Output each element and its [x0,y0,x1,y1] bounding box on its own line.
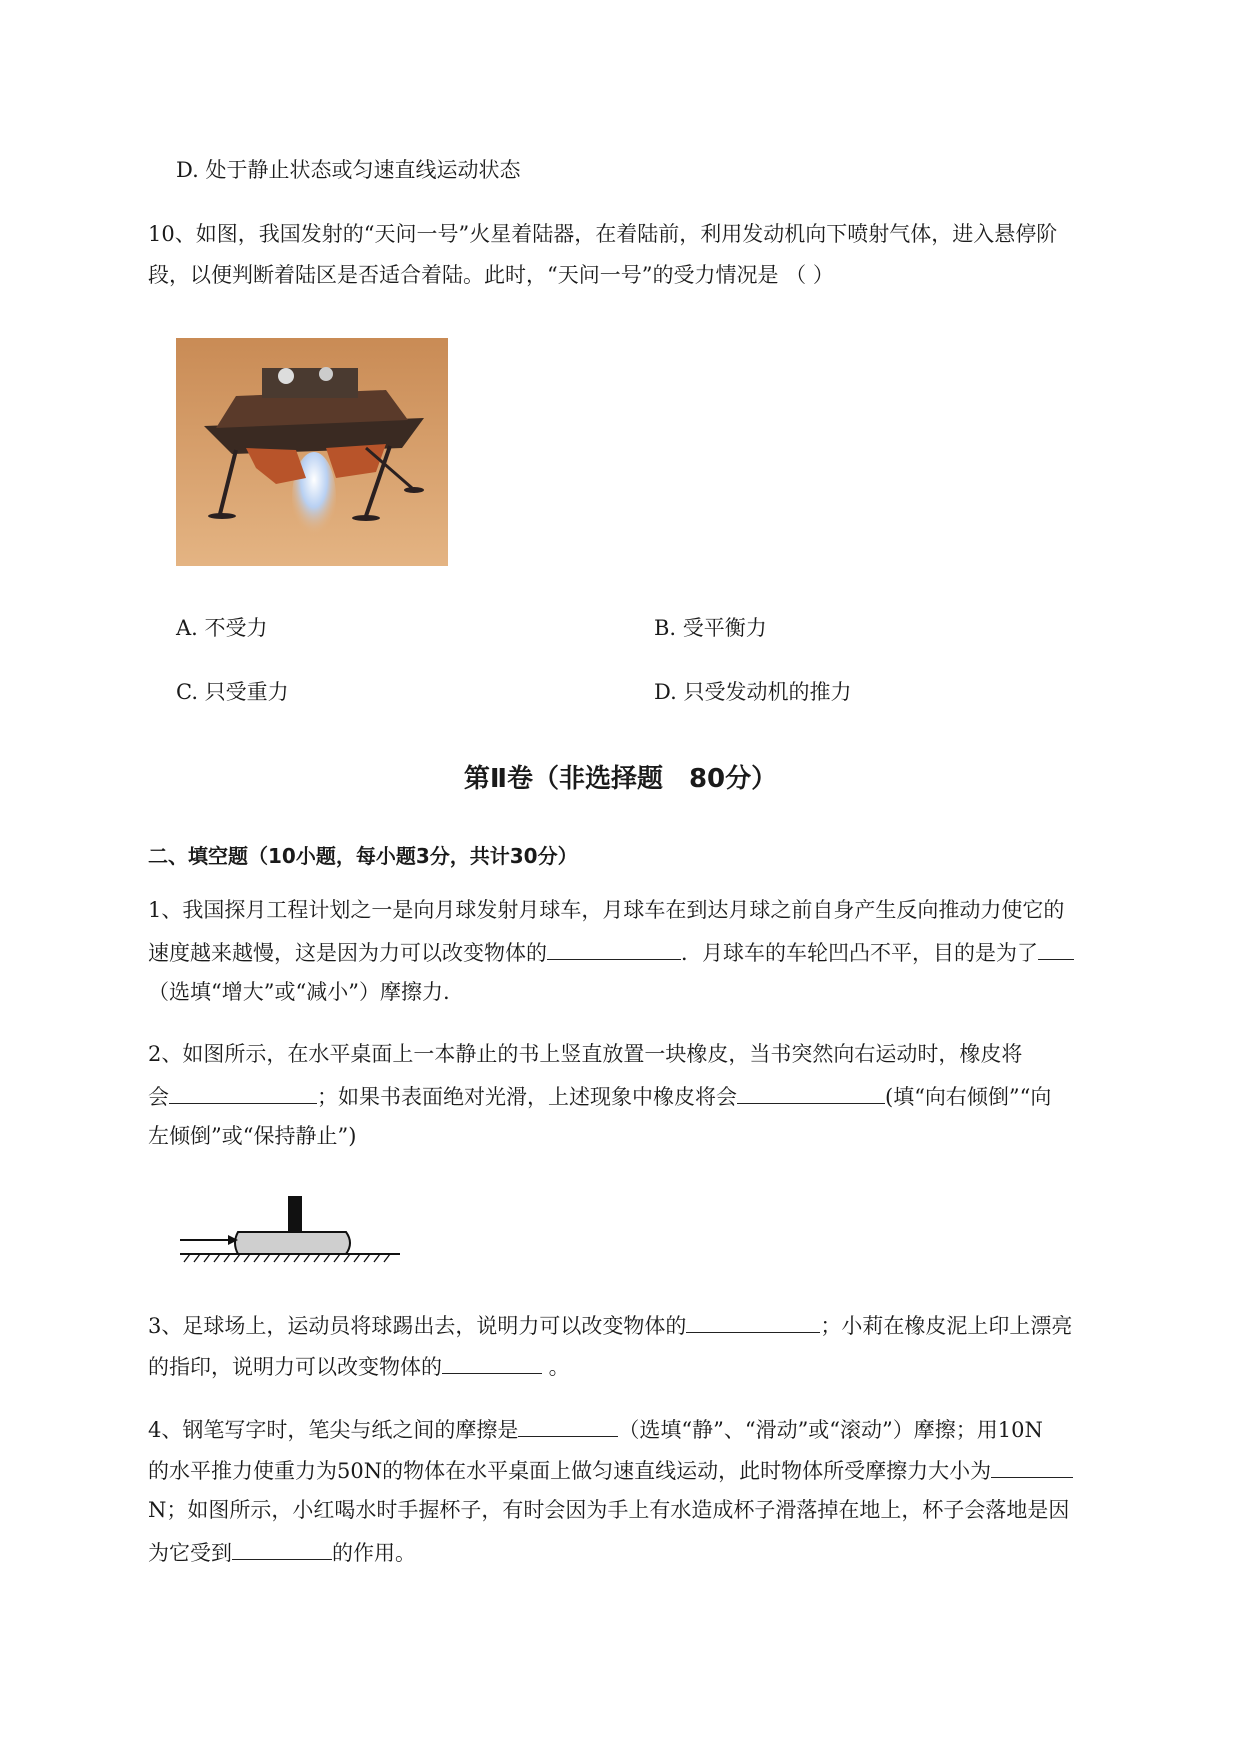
f2-text-a: 会 [148,1085,169,1109]
f1-line1: 1、我国探月工程计划之一是向月球发射月球车，月球车在到达月球之前自身产生反向推动力使它的 [148,898,1065,922]
section-subtitle: 二、填空题（10小题，每小题3分，共计30分） [148,844,578,868]
f1-text-a: 速度越来越慢，这是因为力可以改变物体的 [148,941,547,965]
f4-text-a: 4、钢笔写字时，笔尖与纸之间的摩擦是 [148,1418,519,1442]
section-title: 第Ⅱ卷（非选择题 80分） [463,764,778,794]
f4-text-e: 的作用。 [332,1541,416,1565]
q10-option-d: D. 只受发动机的推力 [654,680,852,704]
f2-line3: 左倾倒”或“保持静止”) [148,1124,357,1148]
f4-text-c: 的水平推力使重力为50N的物体在水平桌面上做匀速直线运动，此时物体所受摩擦力大小为 [148,1459,992,1483]
f3-line2 [148,1351,570,1381]
f4-line1 [148,1414,1043,1444]
f4-blank-1[interactable] [518,1414,618,1437]
f1-line3: （选填“增大”或“减小”）摩擦力. [148,980,450,1004]
f3-blank-2[interactable] [442,1351,542,1374]
f1-blank-2[interactable] [1038,937,1074,960]
f1-blank-1[interactable] [547,937,681,960]
f3-line1 [148,1310,1072,1340]
q10-option-a: A. 不受力 [176,616,268,640]
f3-text-c: 的指印，说明力可以改变物体的 [148,1355,442,1379]
f4-text-d: 为它受到 [148,1541,232,1565]
f4-blank-2[interactable] [991,1455,1073,1478]
q10-stem-line2: 段，以便判断着陆区是否适合着陆。此时，“天问一号”的受力情况是 （ ） [148,263,834,287]
f4-blank-3[interactable] [232,1537,332,1560]
f1-text-b: ．月球车的车轮凹凸不平，目的是为了 [681,941,1038,965]
q10-option-b: B. 受平衡力 [654,616,767,640]
f4-line3: N；如图所示，小红喝水时手握杯子，有时会因为手上有水造成杯子滑落掉在地上，杯子会落地是因 [148,1498,1070,1522]
f3-text-d: 。 [542,1355,570,1379]
f2-blank-2[interactable] [737,1081,885,1104]
f4-line2 [148,1455,1073,1485]
q10-option-c: C. 只受重力 [176,680,289,704]
f3-blank-1[interactable] [686,1310,820,1333]
f3-text-b: ；小莉在橡皮泥上印上漂亮 [820,1314,1073,1338]
f2-line2 [148,1081,1051,1111]
f3-text-a: 3、足球场上，运动员将球踢出去，说明力可以改变物体的 [148,1314,687,1338]
q9-option-d: D. 处于静止状态或匀速直线运动状态 [176,158,521,182]
mars-lander-image [176,338,448,566]
q10-stem-line1: 10、如图，我国发射的“天问一号”火星着陆器，在着陆前，利用发动机向下喷射气体，进入悬停阶 [148,222,1058,246]
f2-line1: 2、如图所示，在水平桌面上一本静止的书上竖直放置一块橡皮，当书突然向右运动时，橡皮将 [148,1042,1023,1066]
f4-text-b: （选填“静”、“滑动”或“滚动”）摩擦；用10N [618,1418,1043,1442]
f4-line4 [148,1537,416,1567]
book-eraser-diagram [176,1188,404,1268]
f2-text-c: (填“向右倾倒”“向 [885,1085,1052,1109]
f2-text-b: ；如果书表面绝对光滑，上述现象中橡皮将会 [317,1085,737,1109]
f1-line2 [148,937,1074,967]
f2-blank-1[interactable] [169,1081,317,1104]
